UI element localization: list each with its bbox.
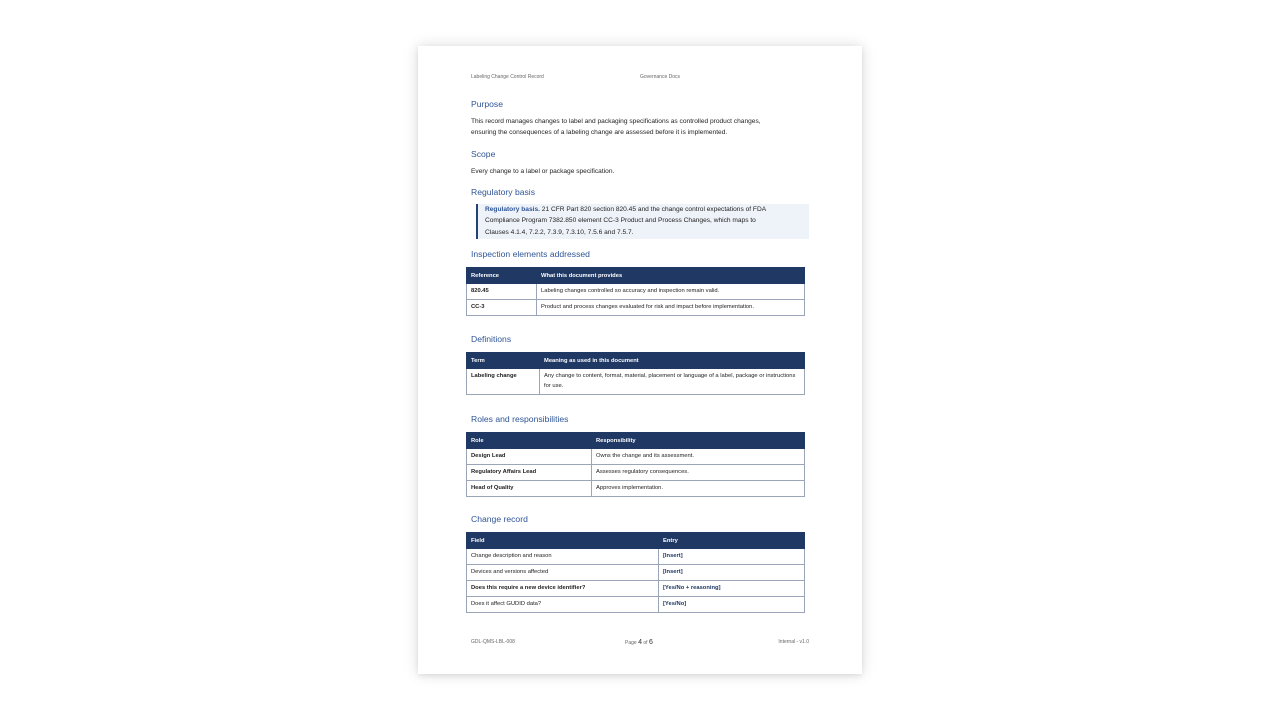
page-of: of [643,640,648,646]
definitions-table [466,352,805,395]
field-cell: Does it affect GUDID data? [467,597,659,613]
table-row [467,465,805,481]
column-header: Responsibility [592,433,805,449]
heading-regulatory-basis: Regulatory basis [471,187,536,197]
responsibility-cell: Approves implementation. [592,481,805,497]
table-row [467,581,805,597]
heading-scope: Scope [471,149,496,159]
callout-lead: Regulatory basis. [485,206,540,213]
footer-doc-id: GDL-QMS-LBL-008 [471,639,515,645]
description-cell: Product and process changes evaluated for risk and impact before implementation. [537,300,805,316]
responsibility-cell: Assesses regulatory consequences. [592,465,805,481]
responsibility-cell: Owns the change and its assessment. [592,449,805,465]
heading-change-record: Change record [471,514,528,524]
table-row [467,565,805,581]
heading-roles: Roles and responsibilities [471,414,569,424]
purpose-line: This record manages changes to label and packaging specifications as controlled product changes, [471,118,761,125]
inspection-table [466,267,805,316]
column-header: Meaning as used in this document [540,353,805,369]
role-cell: Regulatory Affairs Lead [467,465,592,481]
roles-table [466,432,805,497]
reference-cell: 820.45 [467,284,537,300]
column-header: Reference [467,268,537,284]
table-row [467,300,805,316]
description-cell: Labeling changes controlled so accuracy and inspection remain valid. [537,284,805,300]
purpose-line: ensuring the consequences of a labeling change are assessed before it is implemented. [471,129,728,137]
page-current: 4 [638,639,642,646]
meaning-cell: Any change to content, format, material, placement or language of a label, package or instructions for use. [540,369,805,395]
footer-classification: Internal - v1.0 [778,639,809,645]
scope-text: Every change to a label or package specification. [471,168,615,175]
term-cell: Labeling change [467,369,540,395]
reference-cell: CC-3 [467,300,537,316]
entry-field[interactable]: [Insert] [659,549,805,565]
heading-inspection-elements: Inspection elements addressed [471,249,590,259]
table-header-row [467,353,805,369]
page-label: Page [625,640,637,646]
callout-line: Compliance Program 7382.850 element CC-3 Product and Process Changes, which maps to [485,217,756,225]
header-center: Governance Docs [640,74,681,80]
role-cell: Design Lead [467,449,592,465]
table-row [467,549,805,565]
field-cell: Change description and reason [467,549,659,565]
table-header-row [467,533,805,549]
column-header: Field [467,533,659,549]
table-header-row [467,433,805,449]
field-cell: Does this require a new device identifier? [467,581,659,597]
column-header: Role [467,433,592,449]
page-total: 6 [648,639,653,646]
table-row [467,369,805,395]
footer-page-number [625,639,653,646]
table-header-row [467,268,805,284]
document-page [418,46,862,674]
entry-field[interactable]: [Yes/No + reasoning] [659,581,805,597]
table-row [467,449,805,465]
callout-text: 21 CFR Part 820 section 820.45 and the change control expectations of FDA [539,206,767,213]
column-header: Entry [659,533,805,549]
heading-purpose: Purpose [471,99,504,109]
purpose-text [471,116,809,139]
change-record-table [466,532,805,613]
role-cell: Head of Quality [467,481,592,497]
heading-definitions: Definitions [471,334,512,344]
header-title: Labeling Change Control Record [471,74,544,80]
column-header: Term [467,353,540,369]
entry-field[interactable]: [Insert] [659,565,805,581]
table-row [467,597,805,613]
field-cell: Devices and versions affected [467,565,659,581]
entry-field[interactable]: [Yes/No] [659,597,805,613]
table-row [467,481,805,497]
column-header: What this document provides [537,268,805,284]
callout-line: Clauses 4.1.4, 7.2.2, 7.3.9, 7.3.10, 7.5.6 and 7.5.7. [485,228,634,236]
table-row [467,284,805,300]
regulatory-callout [476,204,809,239]
callout-line [485,204,809,215]
